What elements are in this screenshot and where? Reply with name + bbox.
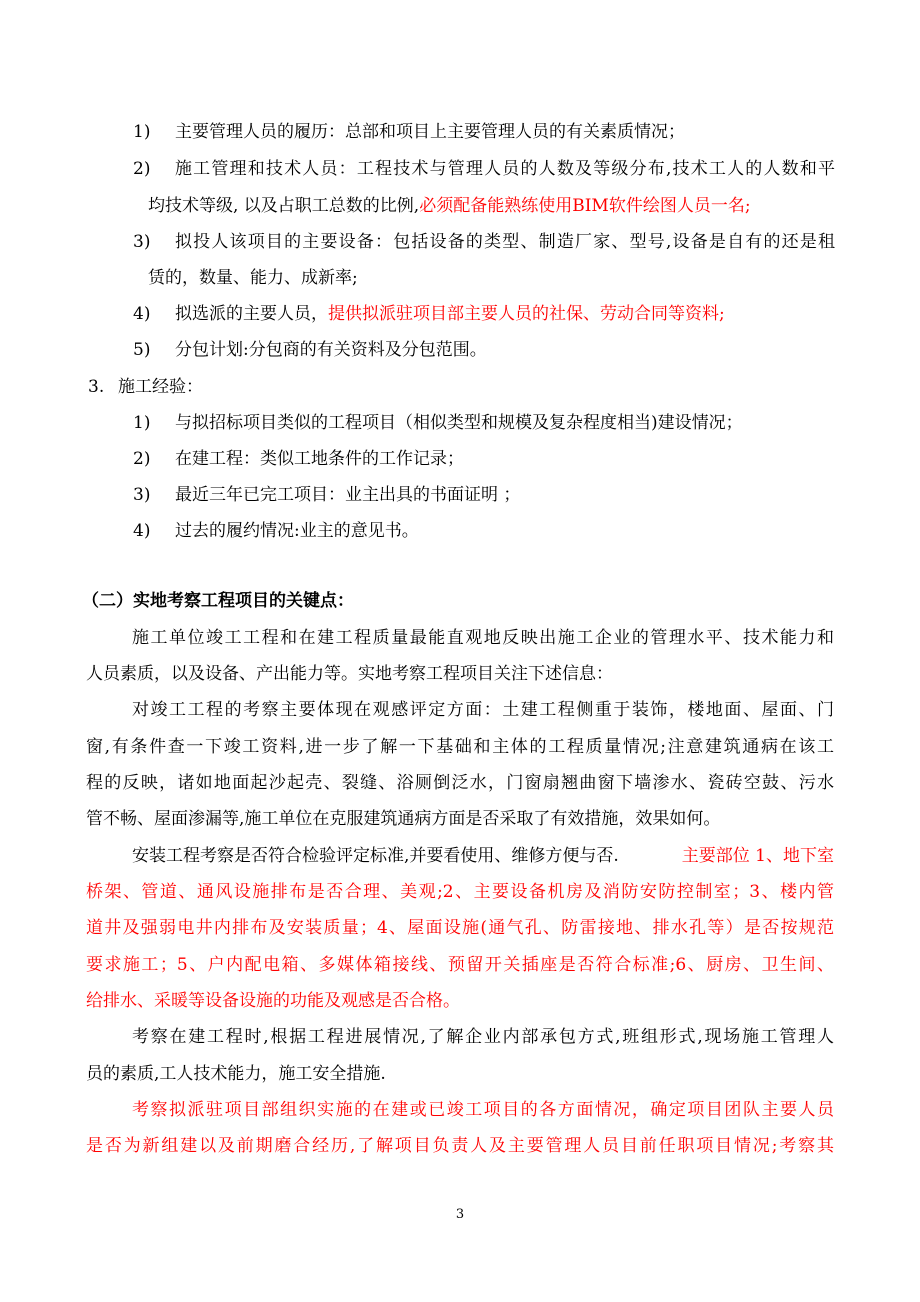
list-number: 1) — [133, 413, 151, 433]
list-number: 3) — [133, 232, 151, 252]
list-number: 5) — [133, 340, 151, 360]
section-number: 3. — [88, 377, 105, 397]
highlight-text: 主要部位 1、地下室 — [681, 846, 834, 866]
highlight-text: 必须配备能熟练使用BIM软件绘图人员一名; — [419, 196, 751, 216]
list-text: 过去的履约情况:业主的意见书。 — [175, 521, 419, 541]
list-text: 分包计划:分包商的有关资料及分包范围。 — [175, 340, 487, 360]
list-text-black: 拟选派的主要人员， — [175, 304, 328, 324]
list-text-black: 均技术等级, 以及占职工总数的比例, — [148, 196, 420, 216]
section-title: 施工经验： — [118, 377, 203, 397]
list-text: 与拟招标项目类似的工程项目（相似类型和规模及复杂程度相当)建设情况； — [175, 413, 743, 433]
paragraph-text: 窗,有条件查一下竣工资料,进一步了解一下基础和主体的工程质量情况;注意建筑通病在该工 — [86, 737, 834, 757]
list-text: 拟投人该项目的主要设备：包括设备的类型、制造厂家、型号,设备是自有的还是租 — [175, 232, 835, 252]
list-number: 2) — [133, 449, 151, 469]
paragraph-text-black: 安装工程考察是否符合检验评定标准,并要看使用、维修方便与否. — [132, 846, 619, 866]
list-text: 在建工程：类似工地条件的工作记录； — [175, 449, 464, 469]
paragraph-text — [132, 844, 834, 868]
highlight-text: 道井及强弱电井内排布及安装质量；4、屋面设施(通气孔、防雷接地、排水孔等）是否按规范 — [86, 918, 834, 938]
highlight-text: 提供拟派驻项目部主要人员的社保、劳动合同等资料; — [328, 304, 725, 324]
list-number: 2) — [133, 159, 151, 179]
list-text: 赁的，数量、能力、成新率; — [148, 268, 358, 288]
list-number: 3) — [133, 485, 151, 505]
list-text: 最近三年已完工项目：业主出具的书面证明 ； — [175, 485, 521, 505]
list-text — [175, 302, 725, 326]
highlight-text: 给排水、采暖等设备设施的功能及观感是否合格。 — [86, 991, 460, 1011]
paragraph-text: 人员素质，以及设备、产出能力等。实地考察工程项目关注下述信息： — [86, 664, 613, 684]
highlight-text: 是否为新组建以及前期磨合经历,了解项目负责人及主要管理人员目前任职项目情况;考察其 — [86, 1136, 834, 1156]
list-text: 施工管理和技术人员：工程技术与管理人员的人数及等级分布,技术工人的人数和平 — [175, 159, 835, 179]
list-text — [148, 194, 751, 218]
paragraph-text: 施工单位竣工工程和在建工程质量最能直观地反映出施工企业的管理水平、技术能力和 — [132, 628, 834, 648]
paragraph-text: 管不畅、屋面渗漏等,施工单位在克服建筑通病方面是否采取了有效措施，效果如何。 — [86, 809, 721, 829]
paragraph-text: 考察在建工程时,根据工程进展情况,了解企业内部承包方式,班组形式,现场施工管理人 — [132, 1027, 834, 1047]
list-text: 主要管理人员的履历：总部和项目上主要管理人员的有关素质情况； — [175, 122, 685, 142]
highlight-text: 要求施工；5、户内配电箱、多媒体箱接线、预留开关插座是否符合标准;6、厨房、卫生间、 — [86, 955, 834, 975]
subsection-title: （二）实地考察工程项目的关键点： — [82, 591, 354, 611]
paragraph-text: 程的反映，诸如地面起沙起壳、裂缝、浴厕倒泛水，门窗扇翘曲窗下墙渗水、瓷砖空鼓、污水 — [86, 773, 834, 793]
paragraph-text: 员的素质,工人技术能力，施工安全措施. — [86, 1064, 386, 1084]
paragraph-text: 对竣工工程的考察主要体现在观感评定方面：土建工程侧重于装饰，楼地面、屋面、门 — [132, 700, 834, 720]
highlight-text: 桥架、管道、通风设施排布是否合理、美观;2、主要设备机房及消防安防控制室；3、楼内管 — [86, 882, 834, 902]
page-number: 3 — [455, 1207, 465, 1222]
list-number: 4) — [133, 304, 151, 324]
list-number: 1) — [133, 122, 151, 142]
highlight-text: 考察拟派驻项目部组织实施的在建或已竣工项目的各方面情况，确定项目团队主要人员 — [132, 1100, 834, 1120]
list-number: 4) — [133, 521, 151, 541]
